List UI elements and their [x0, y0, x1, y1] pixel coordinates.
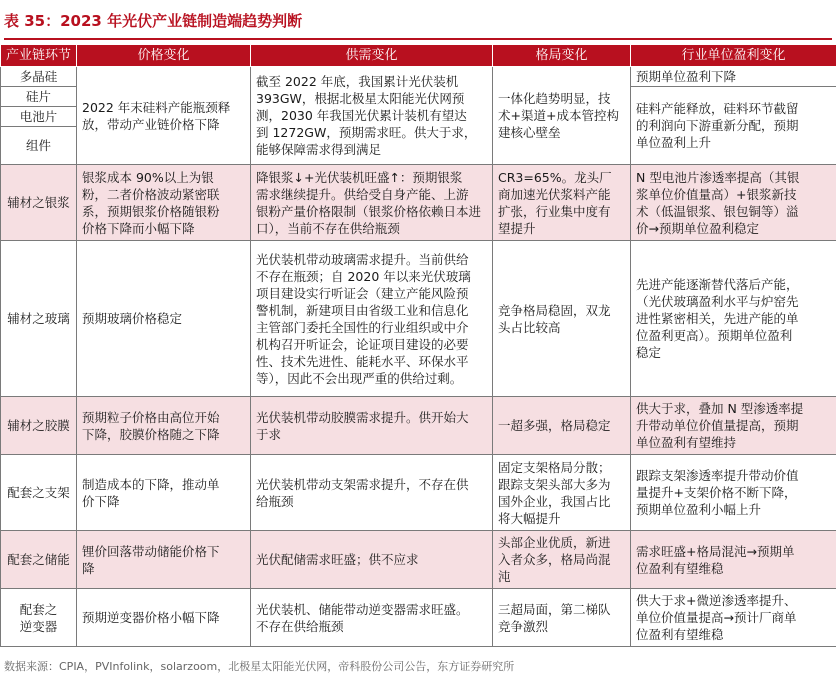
- table-row: [1, 455, 836, 531]
- price-cell: 2022 年末硅料产能瓶颈释 放，带动产业链价格下降: [77, 67, 251, 165]
- segment-cell: 组件: [1, 127, 77, 165]
- price-cell: 锂价回落带动储能价格下 降: [77, 531, 251, 589]
- header-supply: 供需变化: [251, 45, 493, 67]
- table-row: [1, 241, 836, 397]
- table-title: 表 35：2023 年光伏产业链制造端趋势判断: [4, 6, 832, 40]
- profit-cell: 跟踪支架渗透率提升带动价值 量提升+支架价格不断下降， 预期单位盈利小幅上升: [631, 455, 836, 531]
- profit-cell: 先进产能逐渐替代落后产能， （光伏玻璃盈利水平与炉窑先 进性紧密相关，先进产能的单 位盈利更高）。预期单位盈利 稳定: [631, 241, 836, 397]
- segment-cell: 辅材之玻璃: [1, 241, 77, 397]
- header-row: [1, 45, 836, 67]
- table-row: [1, 67, 836, 87]
- price-cell: 预期粒子价格由高位开始 下降，胶膜价格随之下降: [77, 397, 251, 455]
- source-note: 数据来源：CPIA，PVInfolink，solarzoom，北极星太阳能光伏网，帝科股份公司公告，东方证券研究所: [4, 660, 515, 673]
- supply-cell: 截至 2022 年底，我国累计光伏装机 393GW，根据北极星太阳能光伏网预 测，2030 年我国光伏累计装机有望达 到 1272GW，预期需求旺。供大于求， 能够保障需求得到满足: [251, 67, 493, 165]
- supply-cell: 光伏装机带动支架需求提升，不存在供 给瓶颈: [251, 455, 493, 531]
- segment-cell: 配套之支架: [1, 455, 77, 531]
- supply-cell: 光伏装机带动玻璃需求提升。当前供给 不存在瓶颈；自 2020 年以来光伏玻璃 项目建设实行听证会（建立产能风险预 警机制，新建项目由省级工业和信息化 主管部门委托全国性的行业组织或中介 机构召开听证会，论证项目建设的必要 性、技术先进性、能耗水平、环保水平 等），因此不会出现严重的供给过剩。: [251, 241, 493, 397]
- profit-cell: 预期单位盈利下降: [631, 67, 836, 87]
- supply-cell: 光伏装机、储能带动逆变器需求旺盛。 不存在供给瓶颈: [251, 589, 493, 647]
- segment-cell: 硅片: [1, 87, 77, 107]
- segment-cell: 电池片: [1, 107, 77, 127]
- pattern-cell: 头部企业优质，新进 入者众多，格局尚混 沌: [493, 531, 631, 589]
- profit-cell: 需求旺盛+格局混沌→预期单 位盈利有望维稳: [631, 531, 836, 589]
- pattern-cell: 一超多强，格局稳定: [493, 397, 631, 455]
- segment-cell: 配套之 逆变器: [1, 589, 77, 647]
- table-row: [1, 531, 836, 589]
- price-cell: 银浆成本 90%以上为银 粉，二者价格波动紧密联 系，预期银浆价格随银粉 价格下降而小幅下降: [77, 165, 251, 241]
- profit-cell: 供大于求+微逆渗透率提升、 单位价值量提高→预计厂商单 位盈利有望维稳: [631, 589, 836, 647]
- pattern-cell: 竞争格局稳固，双龙 头占比较高: [493, 241, 631, 397]
- segment-cell: 辅材之胶膜: [1, 397, 77, 455]
- price-cell: 制造成本的下降，推动单 价下降: [77, 455, 251, 531]
- profit-cell: 供大于求，叠加 N 型渗透率提 升带动单位价值量提高，预期 单位盈利有望维持: [631, 397, 836, 455]
- pattern-cell: 固定支架格局分散； 跟踪支架头部大多为 国外企业，我国占比 将大幅提升: [493, 455, 631, 531]
- trend-table: [0, 44, 836, 647]
- supply-cell: 光伏装机带动胶膜需求提升。供开始大 于求: [251, 397, 493, 455]
- table-row: [1, 165, 836, 241]
- profit-cell: N 型电池片渗透率提高（其银 浆单位价值量高）+银浆新技 术（低温银浆、银包铜等）溢 价→预期单位盈利稳定: [631, 165, 836, 241]
- profit-cell: 硅料产能释放，硅料环节截留 的利润向下游重新分配，预期 单位盈利上升: [631, 87, 836, 165]
- header-segment: 产业链环节: [1, 45, 77, 67]
- segment-cell: 辅材之银浆: [1, 165, 77, 241]
- price-cell: 预期玻璃价格稳定: [77, 241, 251, 397]
- price-cell: 预期逆变器价格小幅下降: [77, 589, 251, 647]
- segment-cell: 多晶硅: [1, 67, 77, 87]
- supply-cell: 降银浆↓+光伏装机旺盛↑：预期银浆 需求继续提升。供给受自身产能、上游 银粉产量价格限制（银浆价格依赖日本进 口），当前不存在供给瓶颈: [251, 165, 493, 241]
- segment-cell: 配套之储能: [1, 531, 77, 589]
- header-pattern: 格局变化: [493, 45, 631, 67]
- supply-cell: 光伏配储需求旺盛；供不应求: [251, 531, 493, 589]
- table-row: [1, 589, 836, 647]
- header-profit: 行业单位盈利变化: [631, 45, 836, 67]
- table-row: [1, 397, 836, 455]
- pattern-cell: CR3=65%。龙头厂 商加速光伏浆料产能 扩张，行业集中度有 望提升: [493, 165, 631, 241]
- pattern-cell: 三超局面，第二梯队 竞争激烈: [493, 589, 631, 647]
- header-price: 价格变化: [77, 45, 251, 67]
- pattern-cell: 一体化趋势明显，技 术+渠道+成本管控构 建核心壁垒: [493, 67, 631, 165]
